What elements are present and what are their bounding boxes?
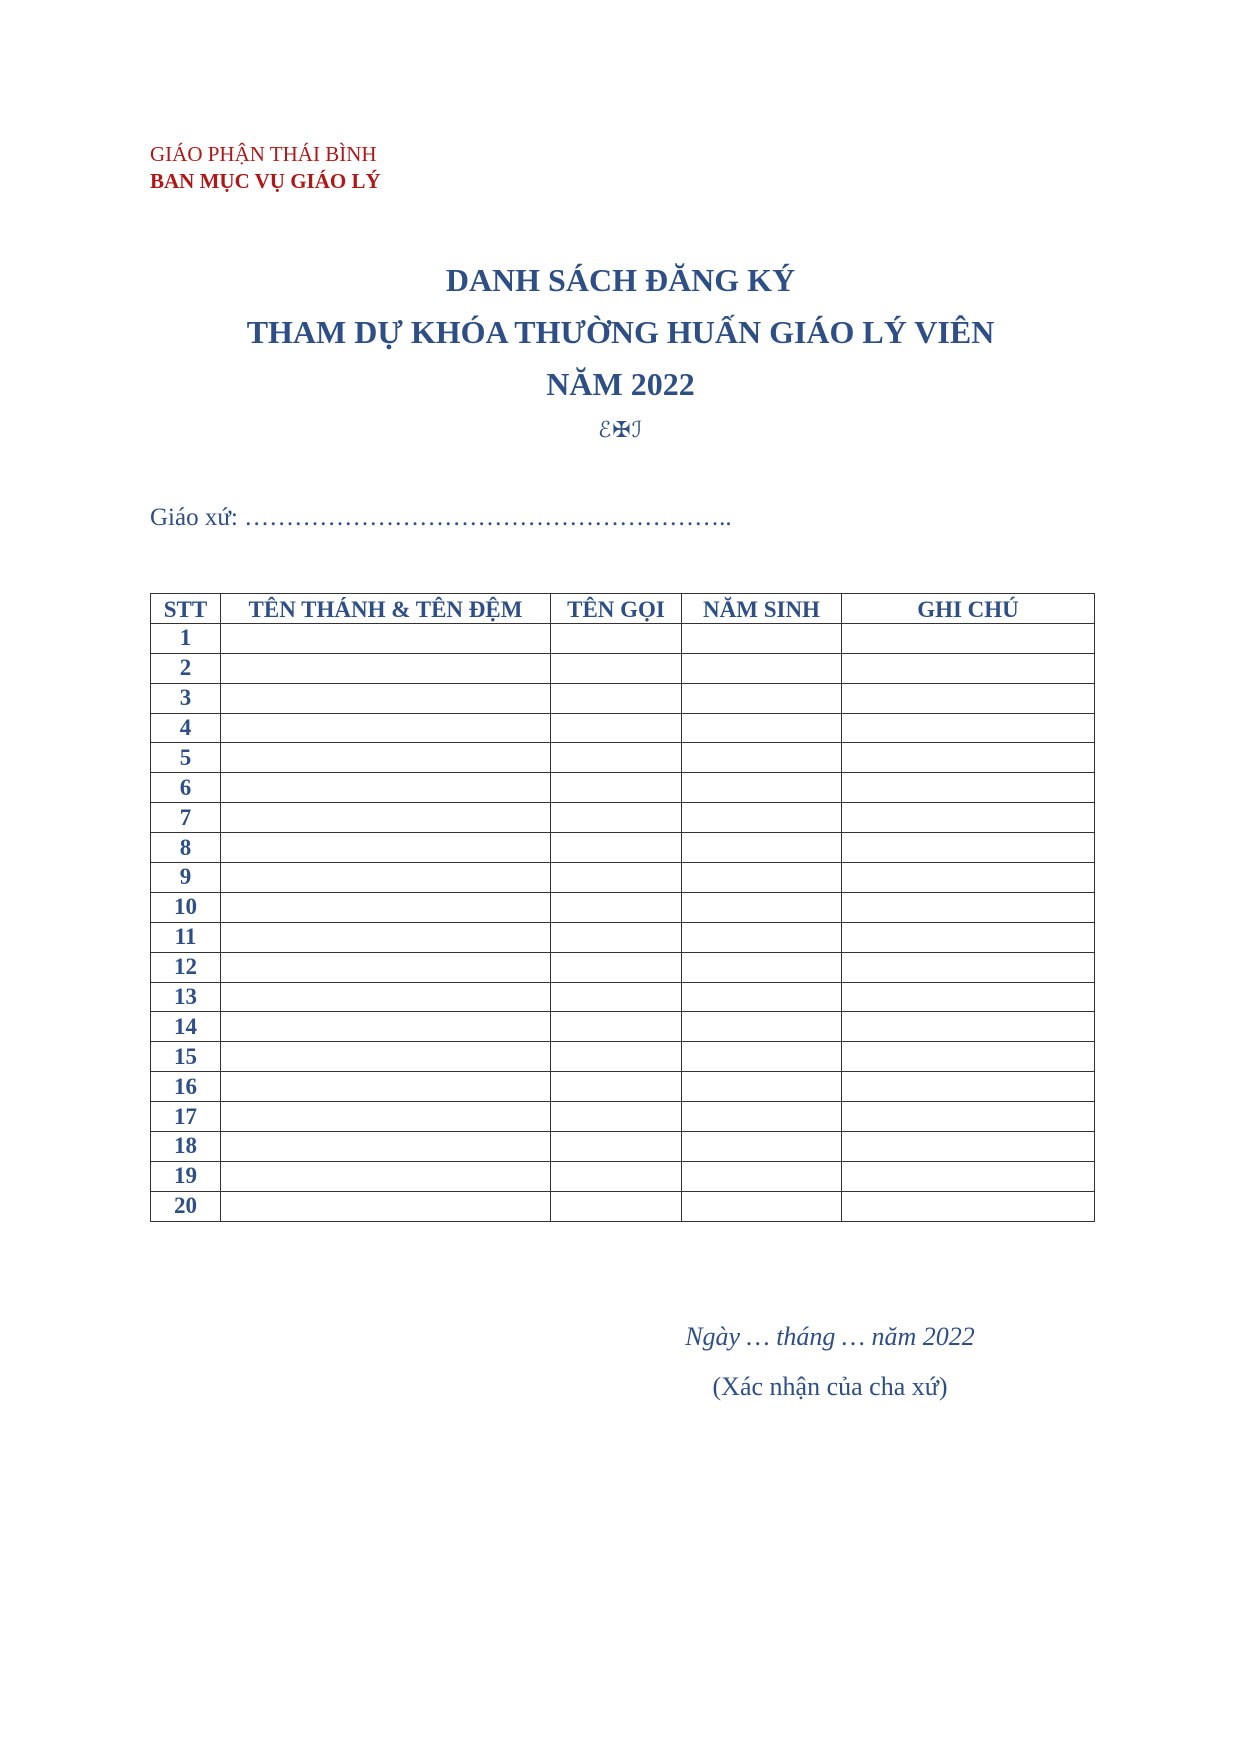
- saint-middle-name-cell: [221, 1072, 551, 1102]
- row-number: 16: [151, 1072, 221, 1102]
- row-number: 11: [151, 922, 221, 952]
- notes-cell: [842, 713, 1095, 743]
- row-number: 20: [151, 1191, 221, 1221]
- table-row: [151, 952, 1095, 982]
- table-row: [151, 1161, 1095, 1191]
- row-number: 8: [151, 833, 221, 863]
- row-number: 6: [151, 773, 221, 803]
- table-row: [151, 1072, 1095, 1102]
- table-row: [151, 623, 1095, 653]
- birth-year-cell: [682, 952, 842, 982]
- birth-year-cell: [682, 623, 842, 653]
- row-number: 4: [151, 713, 221, 743]
- given-name-cell: [551, 1102, 682, 1132]
- birth-year-cell: [682, 713, 842, 743]
- birth-year-cell: [682, 803, 842, 833]
- birth-year-cell: [682, 1191, 842, 1221]
- notes-cell: [842, 653, 1095, 683]
- given-name-cell: [551, 922, 682, 952]
- birth-year-cell: [682, 683, 842, 713]
- table-row: [151, 683, 1095, 713]
- birth-year-cell: [682, 1132, 842, 1162]
- given-name-cell: [551, 653, 682, 683]
- birth-year-cell: [682, 1072, 842, 1102]
- birth-year-cell: [682, 1161, 842, 1191]
- given-name-cell: [551, 982, 682, 1012]
- notes-cell: [842, 833, 1095, 863]
- given-name-cell: [551, 713, 682, 743]
- saint-middle-name-cell: [221, 1012, 551, 1042]
- parish-field-label: Giáo xứ: …………………………………………………..: [150, 504, 732, 531]
- saint-middle-name-cell: [221, 1161, 551, 1191]
- given-name-cell: [551, 1191, 682, 1221]
- notes-cell: [842, 683, 1095, 713]
- header-saint-middle-name: TÊN THÁNH & TÊN ĐỆM: [221, 594, 551, 624]
- title-line-2: THAM DỰ KHÓA THƯỜNG HUẤN GIÁO LÝ VIÊN: [246, 314, 995, 350]
- priest-confirmation-label: (Xác nhận của cha xứ): [712, 1372, 948, 1401]
- birth-year-cell: [682, 743, 842, 773]
- notes-cell: [842, 773, 1095, 803]
- given-name-cell: [551, 1072, 682, 1102]
- table-row: [151, 773, 1095, 803]
- given-name-cell: [551, 1042, 682, 1072]
- saint-middle-name-cell: [221, 1102, 551, 1132]
- document-title: [0, 254, 1241, 410]
- row-number: 2: [151, 653, 221, 683]
- row-number: 1: [151, 623, 221, 653]
- notes-cell: [842, 922, 1095, 952]
- header-stt: STT: [151, 594, 221, 624]
- row-number: 13: [151, 982, 221, 1012]
- row-number: 18: [151, 1132, 221, 1162]
- saint-middle-name-cell: [221, 623, 551, 653]
- date-line: Ngày … tháng … năm 2022: [685, 1322, 975, 1351]
- given-name-cell: [551, 952, 682, 982]
- given-name-cell: [551, 1012, 682, 1042]
- row-number: 19: [151, 1161, 221, 1191]
- notes-cell: [842, 952, 1095, 982]
- row-number: 5: [151, 743, 221, 773]
- title-line-1: DANH SÁCH ĐĂNG KÝ: [445, 262, 796, 298]
- birth-year-cell: [682, 773, 842, 803]
- row-number: 12: [151, 952, 221, 982]
- given-name-cell: [551, 743, 682, 773]
- birth-year-cell: [682, 892, 842, 922]
- saint-middle-name-cell: [221, 773, 551, 803]
- table-header-row: [151, 594, 1095, 624]
- notes-cell: [842, 1012, 1095, 1042]
- notes-cell: [842, 892, 1095, 922]
- registration-table: [150, 593, 1095, 1222]
- saint-middle-name-cell: [221, 1042, 551, 1072]
- table-row: [151, 1132, 1095, 1162]
- notes-cell: [842, 743, 1095, 773]
- table-row: [151, 1102, 1095, 1132]
- given-name-cell: [551, 623, 682, 653]
- table-row: [151, 1012, 1095, 1042]
- notes-cell: [842, 1072, 1095, 1102]
- saint-middle-name-cell: [221, 743, 551, 773]
- header-birth-year: NĂM SINH: [682, 594, 842, 624]
- table-row: [151, 713, 1095, 743]
- table-row: [151, 833, 1095, 863]
- notes-cell: [842, 1102, 1095, 1132]
- table-row: [151, 743, 1095, 773]
- saint-middle-name-cell: [221, 713, 551, 743]
- given-name-cell: [551, 863, 682, 893]
- notes-cell: [842, 1042, 1095, 1072]
- table-row: [151, 863, 1095, 893]
- birth-year-cell: [682, 1042, 842, 1072]
- saint-middle-name-cell: [221, 833, 551, 863]
- header-notes: GHI CHÚ: [842, 594, 1095, 624]
- row-number: 3: [151, 683, 221, 713]
- row-number: 10: [151, 892, 221, 922]
- table-row: [151, 803, 1095, 833]
- notes-cell: [842, 1132, 1095, 1162]
- birth-year-cell: [682, 833, 842, 863]
- organization-header: [150, 141, 381, 195]
- row-number: 14: [151, 1012, 221, 1042]
- saint-middle-name-cell: [221, 803, 551, 833]
- notes-cell: [842, 1161, 1095, 1191]
- birth-year-cell: [682, 863, 842, 893]
- saint-middle-name-cell: [221, 952, 551, 982]
- table-row: [151, 922, 1095, 952]
- row-number: 15: [151, 1042, 221, 1072]
- saint-middle-name-cell: [221, 863, 551, 893]
- given-name-cell: [551, 683, 682, 713]
- table-row: [151, 982, 1095, 1012]
- diocese-name: GIÁO PHẬN THÁI BÌNH: [150, 142, 377, 166]
- given-name-cell: [551, 1132, 682, 1162]
- saint-middle-name-cell: [221, 1191, 551, 1221]
- birth-year-cell: [682, 653, 842, 683]
- table-row: [151, 892, 1095, 922]
- birth-year-cell: [682, 922, 842, 952]
- header-given-name: TÊN GỌI: [551, 594, 682, 624]
- committee-name: BAN MỤC VỤ GIÁO LÝ: [150, 169, 381, 193]
- notes-cell: [842, 803, 1095, 833]
- saint-middle-name-cell: [221, 683, 551, 713]
- notes-cell: [842, 623, 1095, 653]
- given-name-cell: [551, 833, 682, 863]
- given-name-cell: [551, 773, 682, 803]
- notes-cell: [842, 1191, 1095, 1221]
- row-number: 7: [151, 803, 221, 833]
- row-number: 9: [151, 863, 221, 893]
- table-body: [151, 623, 1095, 1221]
- birth-year-cell: [682, 1102, 842, 1132]
- saint-middle-name-cell: [221, 653, 551, 683]
- given-name-cell: [551, 892, 682, 922]
- given-name-cell: [551, 803, 682, 833]
- saint-middle-name-cell: [221, 922, 551, 952]
- table-row: [151, 653, 1095, 683]
- table-row: [151, 1042, 1095, 1072]
- saint-middle-name-cell: [221, 1132, 551, 1162]
- table-row: [151, 1191, 1095, 1221]
- notes-cell: [842, 863, 1095, 893]
- title-line-3: NĂM 2022: [546, 366, 695, 402]
- given-name-cell: [551, 1161, 682, 1191]
- birth-year-cell: [682, 1012, 842, 1042]
- saint-middle-name-cell: [221, 982, 551, 1012]
- cross-ornament-icon: ℰ✠ℐ: [597, 417, 644, 442]
- saint-middle-name-cell: [221, 892, 551, 922]
- birth-year-cell: [682, 982, 842, 1012]
- notes-cell: [842, 982, 1095, 1012]
- row-number: 17: [151, 1102, 221, 1132]
